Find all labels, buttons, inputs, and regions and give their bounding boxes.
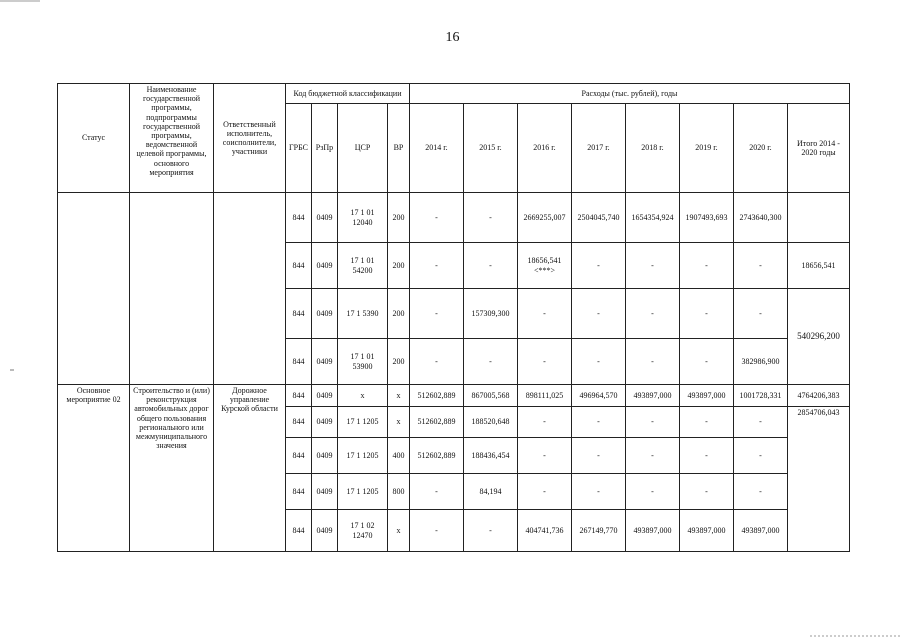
cell-total-merged: 540296,200: [788, 289, 850, 385]
cell-rzpr: 0409: [312, 385, 338, 407]
header-grbs: ГРБС: [286, 104, 312, 193]
cell-y2018: -: [626, 407, 680, 438]
header-y2018: 2018 г.: [626, 104, 680, 193]
cell-y2015: 84,194: [464, 474, 518, 510]
cell-y2018: 493897,000: [626, 385, 680, 407]
cell-y2016: -: [518, 438, 572, 474]
cell-y2014: -: [410, 474, 464, 510]
cell-rzpr: 0409: [312, 339, 338, 385]
cell-total: 4764206,383: [788, 385, 850, 407]
cell-csr: 17 1 01 54200: [338, 243, 388, 289]
cell-y2018: 1654354,924: [626, 193, 680, 243]
cell-y2017: 2504045,740: [572, 193, 626, 243]
cell-y2020: 493897,000: [734, 510, 788, 552]
cell-vr: 200: [388, 289, 410, 339]
cell-y2017: 267149,770: [572, 510, 626, 552]
cell-grbs: 844: [286, 407, 312, 438]
table-row: [58, 193, 850, 243]
cell-rzpr: 0409: [312, 243, 338, 289]
cell-vr: x: [388, 385, 410, 407]
cell-y2014: 512602,889: [410, 438, 464, 474]
header-y2017: 2017 г.: [572, 104, 626, 193]
cell-csr: 17 1 1205: [338, 474, 388, 510]
cell-grbs: 844: [286, 385, 312, 407]
cell-y2015: -: [464, 510, 518, 552]
cell-y2017: -: [572, 289, 626, 339]
cell-csr: 17 1 1205: [338, 438, 388, 474]
cell-y2015: -: [464, 339, 518, 385]
header-y2016: 2016 г.: [518, 104, 572, 193]
measure-name: Строительство и (или) реконструкция автомобильных дорог общего пользования регионального или межмуниципального значения: [130, 385, 214, 552]
cell-y2017: -: [572, 243, 626, 289]
cell-y2016: 404741,736: [518, 510, 572, 552]
cell-y2020: -: [734, 438, 788, 474]
cell-y2016: 898111,025: [518, 385, 572, 407]
cell-y2014: 512602,889: [410, 407, 464, 438]
cell-y2018: -: [626, 243, 680, 289]
header-total: Итого 2014 - 2020 годы: [788, 104, 850, 193]
cell-rzpr: 0409: [312, 510, 338, 552]
cell-rzpr: 0409: [312, 289, 338, 339]
header-status: Статус: [58, 84, 130, 193]
cell-y2019: 1907493,693: [680, 193, 734, 243]
cell-grbs: 844: [286, 289, 312, 339]
header-name: Наименование государственной программы, подпрограммы государственной программы, ведомственной целевой программы, основного мероприятия: [130, 84, 214, 193]
cell-csr: 17 1 01 53900: [338, 339, 388, 385]
cell-grbs: 844: [286, 339, 312, 385]
cell-grbs: 844: [286, 193, 312, 243]
table-row: [58, 385, 850, 407]
page-number: 16: [445, 30, 460, 45]
cell-vr: 200: [388, 193, 410, 243]
cell-csr: 17 1 5390: [338, 289, 388, 339]
header-vr: ВР: [388, 104, 410, 193]
cell-y2014: -: [410, 339, 464, 385]
cell-y2017: -: [572, 438, 626, 474]
cell-y2015: -: [464, 243, 518, 289]
cell-y2016: 2669255,007: [518, 193, 572, 243]
cell-vr: 200: [388, 243, 410, 289]
cell-y2014: -: [410, 193, 464, 243]
header-row-1: [58, 84, 850, 104]
measure-responsible: Дорожное управление Курской области: [214, 385, 286, 552]
cell-csr: 17 1 02 12470: [338, 510, 388, 552]
cell-rzpr: 0409: [312, 438, 338, 474]
cell-y2017: -: [572, 339, 626, 385]
empty-responsible-cell: [214, 193, 286, 385]
cell-y2018: -: [626, 438, 680, 474]
cell-y2016: -: [518, 339, 572, 385]
cell-grbs: 844: [286, 438, 312, 474]
cell-y2019: 493897,000: [680, 510, 734, 552]
cell-y2017: -: [572, 474, 626, 510]
cell-y2016: -: [518, 474, 572, 510]
header-y2014: 2014 г.: [410, 104, 464, 193]
cell-grbs: 844: [286, 243, 312, 289]
cell-csr: 17 1 1205: [338, 407, 388, 438]
header-y2020: 2020 г.: [734, 104, 788, 193]
cell-y2019: -: [680, 243, 734, 289]
cell-y2015: 867005,568: [464, 385, 518, 407]
header-csr: ЦСР: [338, 104, 388, 193]
cell-y2017: 496964,570: [572, 385, 626, 407]
cell-y2020: -: [734, 243, 788, 289]
cell-csr: x: [338, 385, 388, 407]
cell-y2015: 157309,300: [464, 289, 518, 339]
cell-y2019: -: [680, 474, 734, 510]
header-y2015: 2015 г.: [464, 104, 518, 193]
cell-y2016: -: [518, 407, 572, 438]
cell-y2019: 493897,000: [680, 385, 734, 407]
empty-name-cell: [130, 193, 214, 385]
budget-table: [57, 83, 850, 552]
measure-status: Основное мероприятие 02: [58, 385, 130, 552]
cell-y2019: -: [680, 438, 734, 474]
cell-rzpr: 0409: [312, 407, 338, 438]
cell-y2020: 1001728,331: [734, 385, 788, 407]
cell-y2016: 18656,541 <***>: [518, 243, 572, 289]
cell-y2018: -: [626, 339, 680, 385]
header-expenses: Расходы (тыс. рублей), годы: [410, 84, 850, 104]
cell-y2015: 188436,454: [464, 438, 518, 474]
cell-grbs: 844: [286, 510, 312, 552]
cell-y2020: -: [734, 407, 788, 438]
cell-vr: 400: [388, 438, 410, 474]
cell-y2019: -: [680, 339, 734, 385]
cell-total: 18656,541: [788, 243, 850, 289]
cell-y2015: 188520,648: [464, 407, 518, 438]
cell-y2016: -: [518, 289, 572, 339]
cell-vr: x: [388, 510, 410, 552]
cell-vr: 800: [388, 474, 410, 510]
cell-y2020: 2743640,300: [734, 193, 788, 243]
cell-y2020: 382986,900: [734, 339, 788, 385]
header-rzpr: РзПр: [312, 104, 338, 193]
empty-status-cell: [58, 193, 130, 385]
cell-vr: 200: [388, 339, 410, 385]
cell-rzpr: 0409: [312, 193, 338, 243]
cell-y2015: -: [464, 193, 518, 243]
cell-y2014: -: [410, 289, 464, 339]
cell-y2014: -: [410, 243, 464, 289]
cell-csr: 17 1 01 12040: [338, 193, 388, 243]
cell-vr: x: [388, 407, 410, 438]
cell-grbs: 844: [286, 474, 312, 510]
cell-y2014: -: [410, 510, 464, 552]
header-y2019: 2019 г.: [680, 104, 734, 193]
cell-y2017: -: [572, 407, 626, 438]
cell-y2018: 493897,000: [626, 510, 680, 552]
cell-y2019: -: [680, 407, 734, 438]
cell-total-merged: 2854706,043: [788, 407, 850, 552]
cell-total: [788, 193, 850, 243]
cell-y2018: -: [626, 289, 680, 339]
cell-rzpr: 0409: [312, 474, 338, 510]
header-budget-code: Код бюджетной классификации: [286, 84, 410, 104]
cell-y2019: -: [680, 289, 734, 339]
cell-y2020: -: [734, 474, 788, 510]
header-responsible: Ответственный исполнитель, соисполнители, участники: [214, 84, 286, 193]
cell-y2018: -: [626, 474, 680, 510]
cell-y2020: -: [734, 289, 788, 339]
cell-y2014: 512602,889: [410, 385, 464, 407]
